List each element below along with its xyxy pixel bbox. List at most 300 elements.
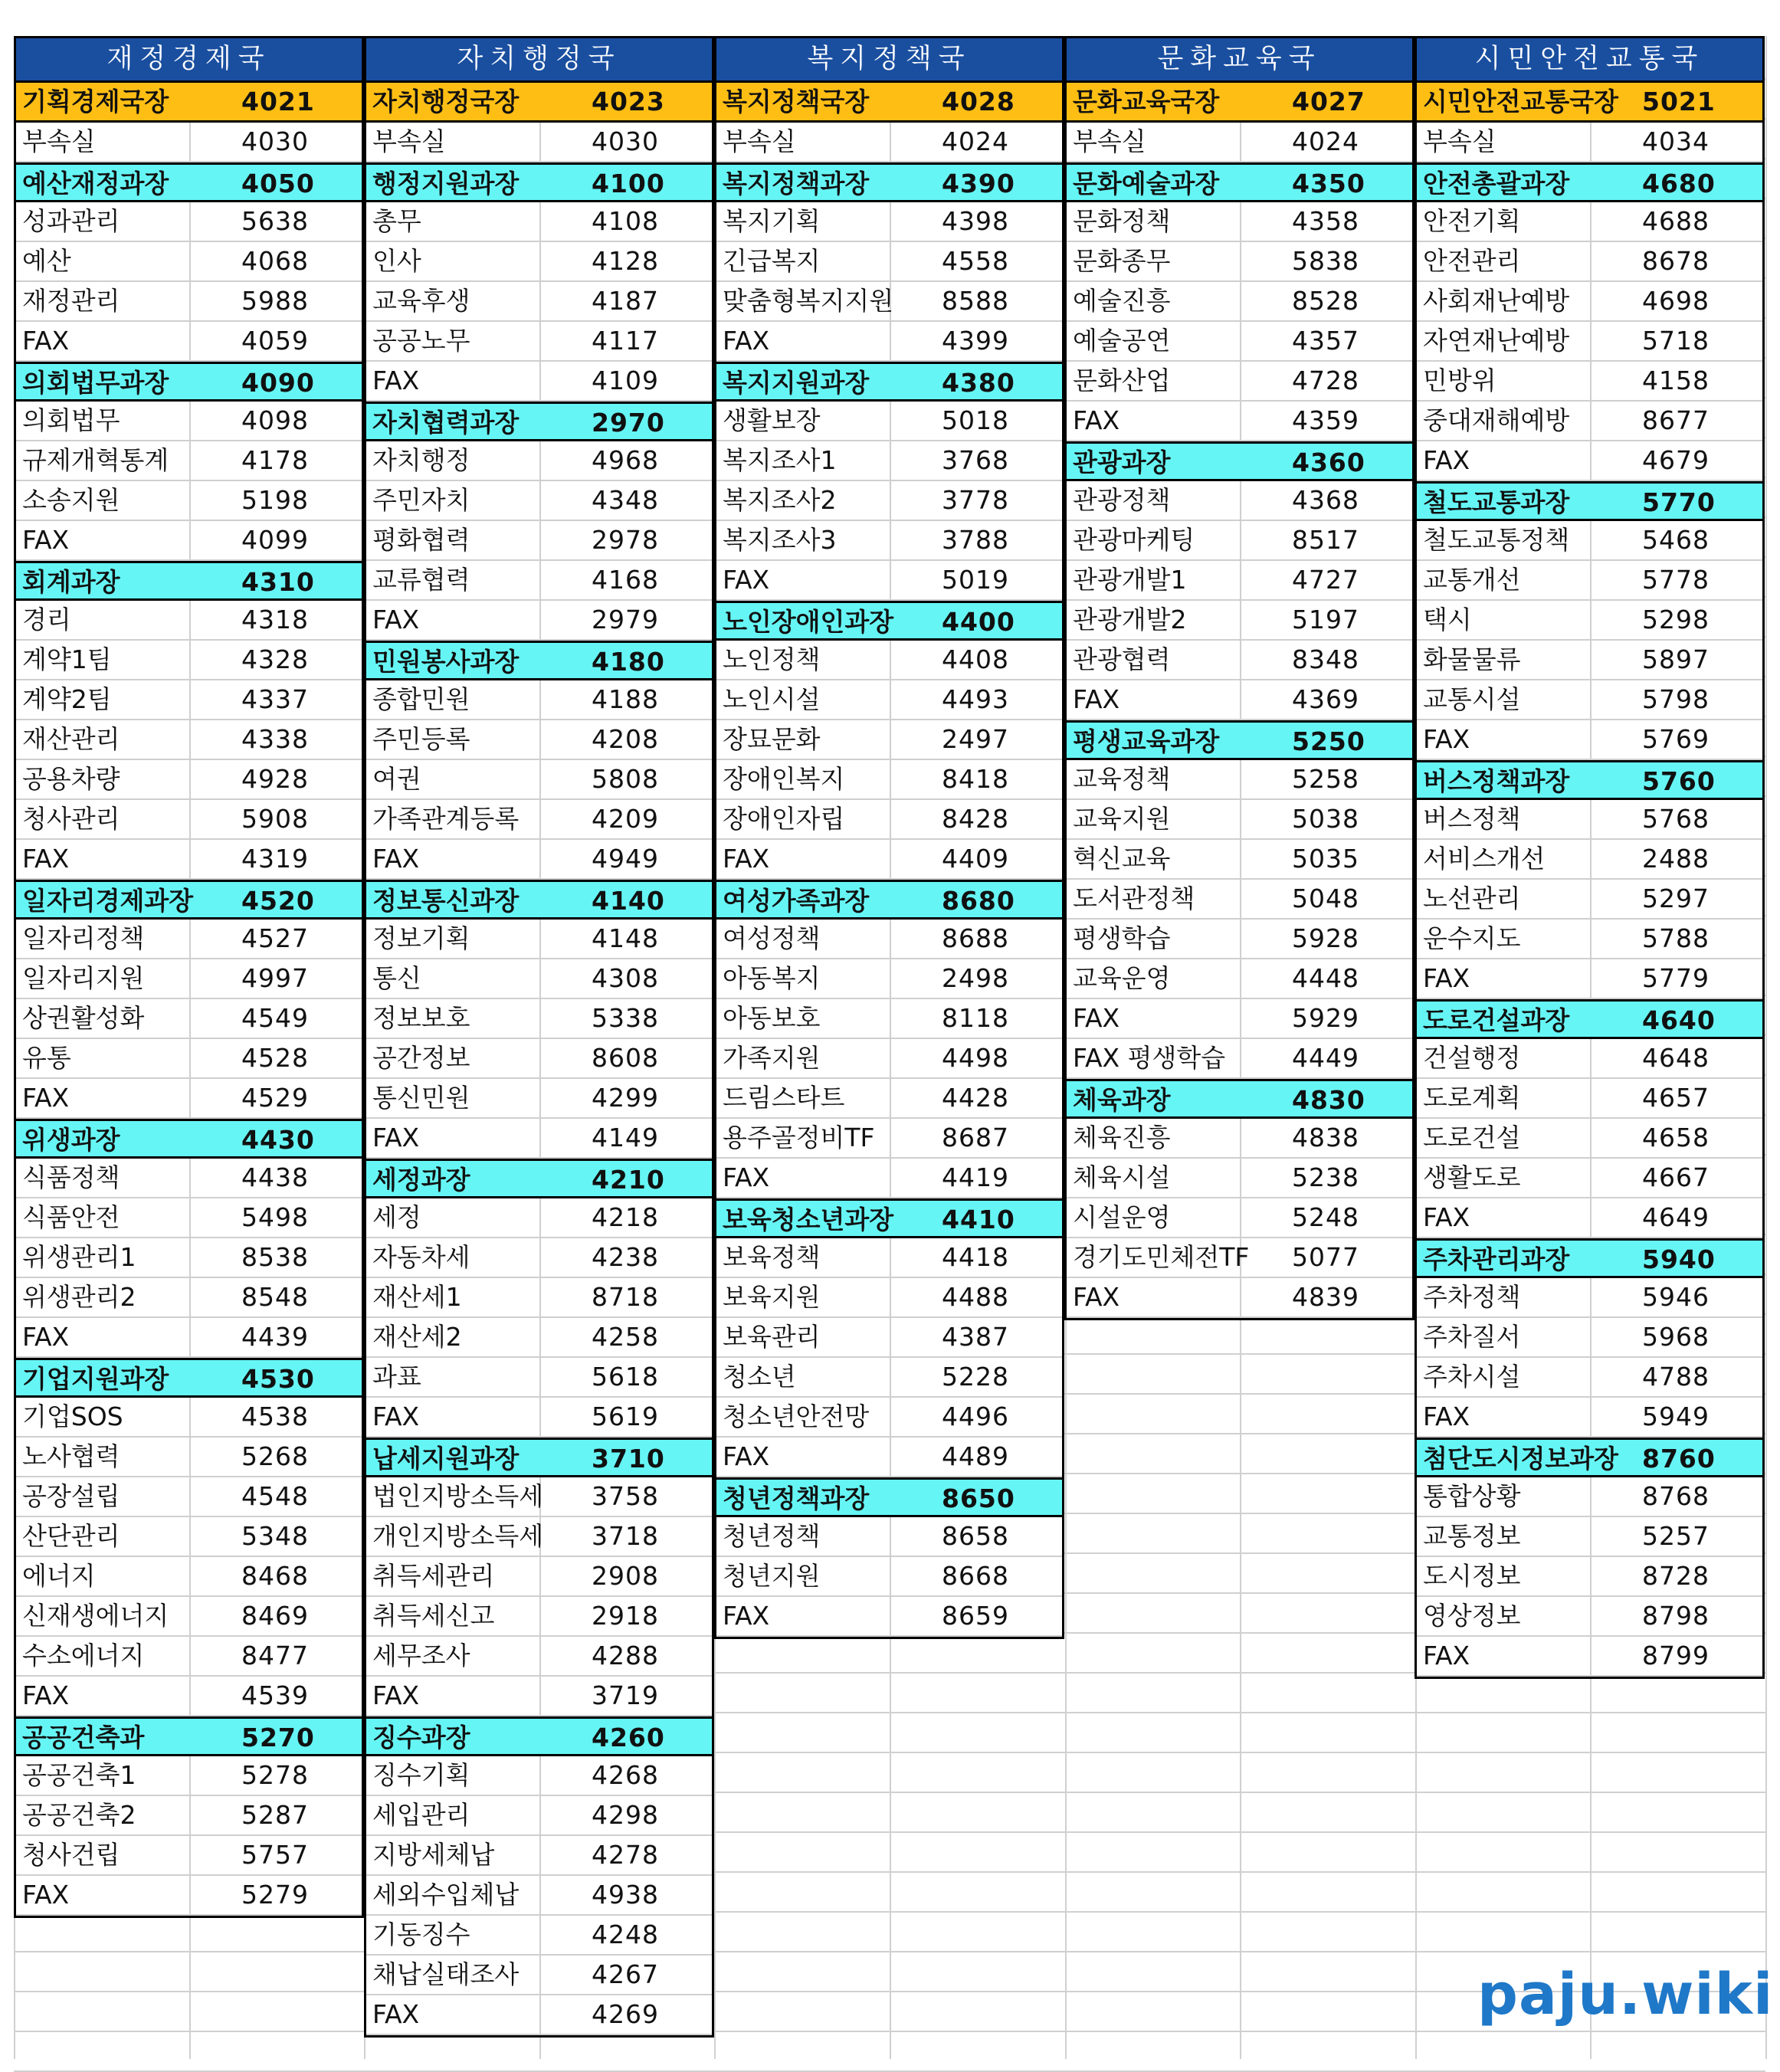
unit-name: 평생교육과장 [1073, 726, 1220, 756]
extension-number: 2908 [592, 1561, 659, 1591]
unit-name: FAX [1417, 720, 1592, 759]
team-row [16, 800, 362, 840]
team-row [16, 1238, 362, 1278]
team-row [1067, 521, 1412, 561]
extension-number: 4148 [592, 923, 659, 953]
extension-number: 4027 [1292, 87, 1365, 116]
unit-name: FAX [1417, 441, 1592, 480]
unit-name: 교통정보 [1417, 1517, 1592, 1556]
team-row [1067, 840, 1412, 880]
team-row [366, 1637, 712, 1677]
unit-name: 장애인복지 [716, 760, 891, 798]
extension-number: 3719 [592, 1680, 659, 1710]
unit-name: 복지정책국장 [723, 87, 870, 116]
team-row [716, 441, 1062, 481]
team-row [1417, 959, 1762, 999]
extension-number: 2498 [942, 963, 1009, 993]
team-row [366, 840, 712, 880]
division-row [1417, 481, 1762, 521]
team-row [716, 641, 1062, 680]
unit-name: 철도교통정책 [1417, 521, 1592, 559]
unit-name: 교통개선 [1417, 561, 1592, 599]
team-row [1417, 1039, 1762, 1079]
extension-number: 4210 [592, 1165, 665, 1195]
team-row [366, 1198, 712, 1238]
team-row [1067, 601, 1412, 641]
unit-name: 청소년안전망 [716, 1398, 891, 1436]
extension-number: 4030 [241, 126, 309, 156]
unit-name: 복지정책과장 [723, 169, 870, 198]
unit-name: 경리 [16, 601, 191, 639]
extension-number: 4024 [1292, 126, 1359, 156]
extension-number: 4527 [241, 923, 309, 953]
unit-name: 중대재해예방 [1417, 402, 1592, 440]
team-row [16, 1796, 362, 1836]
extension-number: 4488 [942, 1282, 1009, 1312]
unit-name: 노선관리 [1417, 880, 1592, 918]
team-row [1067, 202, 1412, 242]
extension-number: 8760 [1642, 1444, 1716, 1474]
team-row [1067, 242, 1412, 282]
director-row [16, 83, 362, 123]
team-row [366, 760, 712, 800]
extension-number: 4068 [241, 246, 309, 276]
unit-name: FAX [366, 1995, 541, 2034]
extension-number: 2488 [1642, 844, 1710, 874]
unit-name: 체육시설 [1067, 1159, 1241, 1197]
team-row [366, 1358, 712, 1398]
unit-name: 기업SOS [16, 1398, 191, 1436]
unit-name: 일자리경제과장 [22, 886, 194, 916]
team-row [16, 1836, 362, 1876]
team-row [16, 1398, 362, 1438]
extension-number: 4158 [1642, 366, 1710, 395]
team-row [1417, 402, 1762, 441]
unit-name: 위생관리2 [16, 1278, 191, 1316]
unit-name: 수소에너지 [16, 1637, 191, 1675]
unit-name: 평생학습 [1067, 920, 1241, 958]
unit-name: 교통시설 [1417, 680, 1592, 719]
unit-name: 일자리정책 [16, 920, 191, 958]
unit-name: 징수과장 [372, 1723, 470, 1752]
extension-number: 5838 [1292, 246, 1359, 276]
extension-number: 5988 [241, 286, 309, 316]
extension-number: 2970 [592, 408, 665, 438]
extension-number: 8588 [942, 286, 1009, 316]
extension-number: 4400 [942, 607, 1015, 637]
unit-name: 세무조사 [366, 1637, 541, 1675]
team-row [366, 202, 712, 242]
unit-name: 운수지도 [1417, 920, 1592, 958]
team-row [366, 1796, 712, 1836]
team-row [716, 1438, 1062, 1477]
team-row [366, 561, 712, 601]
unit-name: 공간정보 [366, 1039, 541, 1077]
unit-name: 에너지 [16, 1557, 191, 1595]
extension-number: 5038 [1292, 804, 1359, 834]
extension-number: 4679 [1642, 445, 1710, 475]
unit-name: 보육정책 [716, 1238, 891, 1277]
unit-name: FAX [1417, 1198, 1592, 1237]
extension-number: 5619 [592, 1402, 659, 1431]
extension-number: 3710 [592, 1444, 665, 1474]
extension-number: 4209 [592, 804, 659, 834]
unit-name: 인사 [366, 242, 541, 280]
team-row [716, 481, 1062, 521]
extension-number: 4390 [942, 169, 1015, 198]
extension-number: 4558 [942, 246, 1009, 276]
extension-number: 4021 [241, 87, 315, 116]
unit-name: 도서관정책 [1067, 880, 1241, 918]
unit-name: FAX [716, 1438, 891, 1476]
extension-number: 8768 [1642, 1481, 1710, 1511]
extension-number: 4530 [241, 1364, 315, 1394]
team-row [1417, 1398, 1762, 1438]
unit-name: 자치행정 [366, 441, 541, 480]
unit-name: FAX [716, 840, 891, 878]
extension-number: 5757 [241, 1840, 309, 1870]
extension-number: 4268 [592, 1760, 659, 1790]
division-row [1067, 720, 1412, 760]
unit-name: 혁신교육 [1067, 840, 1241, 878]
team-row [716, 1318, 1062, 1358]
division-row [366, 162, 712, 202]
unit-name: 문화산업 [1067, 362, 1241, 400]
extension-number: 5946 [1642, 1282, 1710, 1312]
unit-name: 예산 [16, 242, 191, 280]
director-row [366, 83, 712, 123]
unit-name: 규제개혁통계 [16, 441, 191, 480]
division-row [716, 601, 1062, 641]
extension-number: 8680 [942, 886, 1015, 916]
unit-name: 복지기획 [716, 202, 891, 241]
extension-number: 3788 [942, 525, 1009, 555]
unit-name: 안전기획 [1417, 202, 1592, 241]
unit-name: 민방위 [1417, 362, 1592, 400]
team-row [16, 601, 362, 641]
extension-number: 4260 [592, 1723, 665, 1752]
unit-name: 소송지원 [16, 481, 191, 520]
team-row [1417, 362, 1762, 402]
extension-number: 8668 [942, 1561, 1009, 1591]
extension-number: 4548 [241, 1481, 309, 1511]
extension-number: 2497 [942, 724, 1009, 754]
team-row [1417, 840, 1762, 880]
unit-name: 교육정책 [1067, 760, 1241, 798]
unit-name: 도로계획 [1417, 1079, 1592, 1117]
team-row [16, 1637, 362, 1677]
division-row [1067, 162, 1412, 202]
unit-name: FAX [16, 1677, 191, 1715]
team-row [1417, 880, 1762, 920]
unit-name: FAX [1417, 959, 1592, 998]
team-row [716, 760, 1062, 800]
extension-number: 8468 [241, 1561, 309, 1591]
extension-number: 5197 [1292, 605, 1359, 634]
team-row [716, 202, 1062, 242]
unit-name: 납세지원과장 [372, 1444, 520, 1474]
extension-number: 4648 [1642, 1043, 1710, 1073]
team-row [366, 1956, 712, 1995]
team-row [716, 720, 1062, 760]
extension-number: 8348 [1292, 644, 1359, 674]
extension-number: 4298 [592, 1800, 659, 1830]
unit-name: 복지조사2 [716, 481, 891, 520]
extension-number: 4949 [592, 844, 659, 874]
extension-number: 5968 [1642, 1322, 1710, 1352]
unit-name: 부속실 [16, 123, 191, 161]
team-row [1417, 1119, 1762, 1159]
unit-name: 청년지원 [716, 1557, 891, 1595]
unit-name: 관광협력 [1067, 641, 1241, 679]
team-row [1067, 402, 1412, 441]
extension-number: 5287 [241, 1800, 309, 1830]
team-row [1417, 561, 1762, 601]
team-row [716, 123, 1062, 162]
unit-name: 일자리지원 [16, 959, 191, 998]
unit-name: 통신 [366, 959, 541, 998]
team-row [1417, 322, 1762, 362]
unit-name: 통신민원 [366, 1079, 541, 1117]
extension-number: 4348 [592, 485, 659, 515]
unit-name: 주민자치 [366, 481, 541, 520]
team-row [1067, 760, 1412, 800]
team-row [16, 840, 362, 880]
extension-number: 4034 [1642, 126, 1710, 156]
unit-name: 재산관리 [16, 720, 191, 759]
team-row [16, 521, 362, 561]
division-row [716, 162, 1062, 202]
bureau-column [1064, 36, 1414, 1320]
extension-number: 4090 [241, 368, 315, 398]
unit-name: 복지조사3 [716, 521, 891, 559]
unit-name: 주민등록 [366, 720, 541, 759]
unit-name: 징수기획 [366, 1756, 541, 1795]
team-row [16, 1677, 362, 1716]
team-row [1067, 362, 1412, 402]
team-row [1067, 322, 1412, 362]
unit-name: FAX [716, 1597, 891, 1635]
grid-line-vertical [1765, 36, 1767, 2059]
extension-number: 2979 [592, 605, 659, 634]
team-row [16, 760, 362, 800]
extension-number: 5298 [1642, 605, 1710, 634]
unit-name: 버스정책 [1417, 800, 1592, 838]
unit-name: 위생과장 [22, 1125, 120, 1155]
extension-number: 4238 [592, 1242, 659, 1272]
extension-number: 4178 [241, 445, 309, 475]
team-row [1067, 880, 1412, 920]
unit-name: 교육지원 [1067, 800, 1241, 838]
unit-name: 노인시설 [716, 680, 891, 719]
team-row [16, 1438, 362, 1477]
directory-board [14, 36, 1765, 2059]
unit-name: 보육청소년과장 [723, 1205, 894, 1234]
extension-number: 4380 [942, 368, 1015, 398]
unit-name: 드림스타트 [716, 1079, 891, 1117]
team-row [16, 123, 362, 162]
extension-number: 8658 [942, 1521, 1009, 1551]
extension-number: 4328 [241, 644, 309, 674]
unit-name: 의회법무 [16, 402, 191, 440]
extension-number: 3778 [942, 485, 1009, 515]
unit-name: 경기도민체전TF [1067, 1238, 1241, 1277]
unit-name: 재산세1 [366, 1278, 541, 1316]
team-row [366, 1079, 712, 1119]
team-row [1417, 521, 1762, 561]
bureau-column [714, 36, 1064, 1639]
unit-name: 민원봉사과장 [372, 647, 520, 677]
extension-number: 4180 [592, 647, 665, 677]
unit-name: 주차질서 [1417, 1318, 1592, 1356]
extension-number: 8678 [1642, 246, 1710, 276]
extension-number: 4409 [942, 844, 1009, 874]
team-row [716, 521, 1062, 561]
extension-number: 4208 [592, 724, 659, 754]
unit-name: 공용차량 [16, 760, 191, 798]
division-row [366, 1716, 712, 1756]
extension-number: 4187 [592, 286, 659, 316]
team-row [16, 1756, 362, 1796]
unit-name: 상권활성화 [16, 999, 191, 1038]
team-row [1067, 1238, 1412, 1278]
unit-name: 부속실 [716, 123, 891, 161]
extension-number: 4368 [1292, 485, 1359, 515]
team-row [16, 202, 362, 242]
team-row [366, 1557, 712, 1597]
team-row [1067, 1198, 1412, 1238]
unit-name: 교류협력 [366, 561, 541, 599]
unit-name: 용주골정비TF [716, 1119, 891, 1157]
division-row [366, 880, 712, 920]
extension-number: 4680 [1642, 169, 1716, 198]
unit-name: 공장설립 [16, 1477, 191, 1516]
extension-number: 4149 [592, 1123, 659, 1152]
extension-number: 4439 [241, 1322, 309, 1352]
unit-name: 산단관리 [16, 1517, 191, 1556]
team-row [16, 1876, 362, 1916]
team-row [366, 1756, 712, 1796]
team-row [16, 402, 362, 441]
unit-name: 가족지원 [716, 1039, 891, 1077]
team-row [1417, 601, 1762, 641]
bureau-column [1414, 36, 1765, 1679]
team-row [716, 1159, 1062, 1198]
team-row [716, 1119, 1062, 1159]
extension-number: 5021 [1642, 87, 1716, 116]
unit-name: 청사관리 [16, 800, 191, 838]
unit-name: FAX [366, 1119, 541, 1157]
extension-number: 5949 [1642, 1402, 1710, 1431]
team-row [1417, 123, 1762, 162]
extension-number: 4938 [592, 1880, 659, 1910]
team-row [366, 1278, 712, 1318]
unit-name: 과표 [366, 1358, 541, 1396]
extension-number: 4100 [592, 169, 665, 198]
unit-name: 정보통신과장 [372, 886, 520, 916]
extension-number: 8528 [1292, 286, 1359, 316]
unit-name: 복지조사1 [716, 441, 891, 480]
extension-number: 4358 [1292, 206, 1359, 236]
extension-number: 4727 [1292, 565, 1359, 595]
team-row [16, 441, 362, 481]
team-row [16, 1557, 362, 1597]
extension-number: 5718 [1642, 326, 1710, 356]
division-row [1417, 1438, 1762, 1477]
extension-number: 5270 [241, 1723, 315, 1752]
grid-line-horizontal [14, 1951, 1765, 1952]
extension-number: 4140 [592, 886, 665, 916]
team-row [366, 322, 712, 362]
unit-name: 재정관리 [16, 282, 191, 320]
extension-number: 5250 [1292, 726, 1365, 756]
extension-number: 4288 [592, 1641, 659, 1670]
team-row [1067, 282, 1412, 322]
bureau-title: 자치행정국 [366, 38, 712, 83]
unit-name: 공공건축2 [16, 1796, 191, 1834]
extension-number: 4024 [942, 126, 1009, 156]
team-row [16, 1278, 362, 1318]
unit-name: 여성가족과장 [723, 886, 870, 916]
team-row [366, 800, 712, 840]
team-row [1417, 920, 1762, 959]
team-row [366, 282, 712, 322]
extension-number: 4398 [942, 206, 1009, 236]
team-row [366, 1995, 712, 2035]
unit-name: 세정 [366, 1198, 541, 1237]
extension-number: 4657 [1642, 1083, 1710, 1113]
division-row [1067, 1079, 1412, 1119]
extension-number: 4278 [592, 1840, 659, 1870]
director-row [716, 83, 1062, 123]
unit-name: 청사건립 [16, 1836, 191, 1874]
extension-number: 4728 [1292, 366, 1359, 395]
unit-name: 주차정책 [1417, 1278, 1592, 1316]
extension-number: 4319 [241, 844, 309, 874]
team-row [1067, 1278, 1412, 1318]
team-row [1067, 481, 1412, 521]
unit-name: 아동복지 [716, 959, 891, 998]
extension-number: 4188 [592, 684, 659, 714]
extension-number: 5768 [1642, 804, 1710, 834]
unit-name: 자연재난예방 [1417, 322, 1592, 360]
team-row [1067, 920, 1412, 959]
unit-name: FAX [366, 362, 541, 400]
unit-name: 주차관리과장 [1423, 1244, 1570, 1274]
unit-name: 생활보장 [716, 402, 891, 440]
extension-number: 4267 [592, 1959, 659, 1989]
unit-name: 안전총괄과장 [1423, 169, 1570, 198]
extension-number: 4520 [241, 886, 315, 916]
team-row [366, 920, 712, 959]
bureau-title: 재정경제국 [16, 38, 362, 83]
unit-name: 버스정책과장 [1423, 766, 1570, 796]
team-row [366, 1238, 712, 1278]
division-row [716, 362, 1062, 402]
team-row [1417, 1637, 1762, 1677]
division-row [716, 1477, 1062, 1517]
extension-number: 4449 [1292, 1043, 1359, 1073]
extension-number: 4117 [592, 326, 659, 356]
unit-name: 여권 [366, 760, 541, 798]
team-row [366, 1677, 712, 1716]
unit-name: 청년정책과장 [723, 1484, 870, 1513]
extension-number: 8728 [1642, 1561, 1710, 1591]
unit-name: 통합상황 [1417, 1477, 1592, 1516]
team-row [16, 1597, 362, 1637]
team-row [366, 481, 712, 521]
extension-number: 4108 [592, 206, 659, 236]
